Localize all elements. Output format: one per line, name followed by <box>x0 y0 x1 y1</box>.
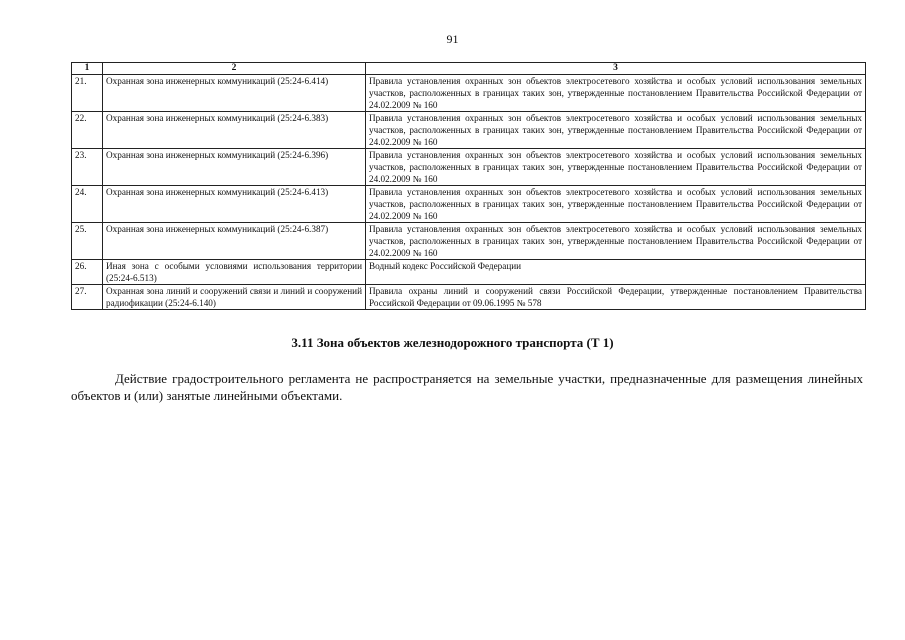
zone-name: Охранная зона инженерных коммуникаций (25:24-6.413) <box>103 186 366 223</box>
section-heading: 3.11 Зона объектов железнодорожного транспорта (Т 1) <box>291 335 614 350</box>
zone-name: Охранная зона инженерных коммуникаций (25:24-6.387) <box>103 223 366 260</box>
regulation-document: Правила установления охранных зон объектов электросетевого хозяйства и особых условий использования земельных участков, расположенных в границах таких зон, утвержденные постановлением Правительства Российской Федерации от 24.02.2009 № 160 <box>366 223 866 260</box>
regulation-document: Правила установления охранных зон объектов электросетевого хозяйства и особых условий использования земельных участков, расположенных в границах таких зон, утвержденные постановлением Правительства Российской Федерации от 24.02.2009 № 160 <box>366 75 866 112</box>
row-number: 21. <box>72 75 103 112</box>
column-header-zone-name: 2 <box>103 63 366 75</box>
table-row <box>72 260 866 285</box>
row-number: 24. <box>72 186 103 223</box>
regulation-document: Водный кодекс Российской Федерации <box>366 260 866 285</box>
zones-table <box>71 62 866 310</box>
table-row <box>72 75 866 112</box>
regulation-document: Правила установления охранных зон объектов электросетевого хозяйства и особых условий использования земельных участков, расположенных в границах таких зон, утвержденные постановлением Правительства Российской Федерации от 24.02.2009 № 160 <box>366 112 866 149</box>
zone-name: Иная зона с особыми условиями использования территории (25:24-6.513) <box>103 260 366 285</box>
row-number: 26. <box>72 260 103 285</box>
table-row <box>72 186 866 223</box>
zone-name: Охранная зона линий и сооружений связи и линий и сооружений радиофикации (25:24-6.140) <box>103 285 366 310</box>
zone-name: Охранная зона инженерных коммуникаций (25:24-6.414) <box>103 75 366 112</box>
column-header-regulation: 3 <box>366 63 866 75</box>
body-paragraph: Действие градостроительного регламента не распространяется на земельные участки, предназначенные для размещения линейных объектов и (или) занятые линейными объектами. <box>71 371 863 403</box>
regulation-document: Правила установления охранных зон объектов электросетевого хозяйства и особых условий использования земельных участков, расположенных в границах таких зон, утвержденные постановлением Правительства Российской Федерации от 24.02.2009 № 160 <box>366 149 866 186</box>
zone-name: Охранная зона инженерных коммуникаций (25:24-6.396) <box>103 149 366 186</box>
table-row <box>72 112 866 149</box>
row-number: 27. <box>72 285 103 310</box>
zone-name: Охранная зона инженерных коммуникаций (25:24-6.383) <box>103 112 366 149</box>
page-number: 91 <box>446 32 459 46</box>
row-number: 23. <box>72 149 103 186</box>
table-row <box>72 223 866 260</box>
row-number: 25. <box>72 223 103 260</box>
regulation-document: Правила охраны линий и сооружений связи Российской Федерации, утвержденные постановлением Правительства Российской Федерации от 09.06.1995 № 578 <box>366 285 866 310</box>
regulation-document: Правила установления охранных зон объектов электросетевого хозяйства и особых условий использования земельных участков, расположенных в границах таких зон, утвержденные постановлением Правительства Российской Федерации от 24.02.2009 № 160 <box>366 186 866 223</box>
table-header-row <box>72 63 866 75</box>
row-number: 22. <box>72 112 103 149</box>
table-row <box>72 149 866 186</box>
column-header-number: 1 <box>72 63 103 75</box>
table-row <box>72 285 866 310</box>
